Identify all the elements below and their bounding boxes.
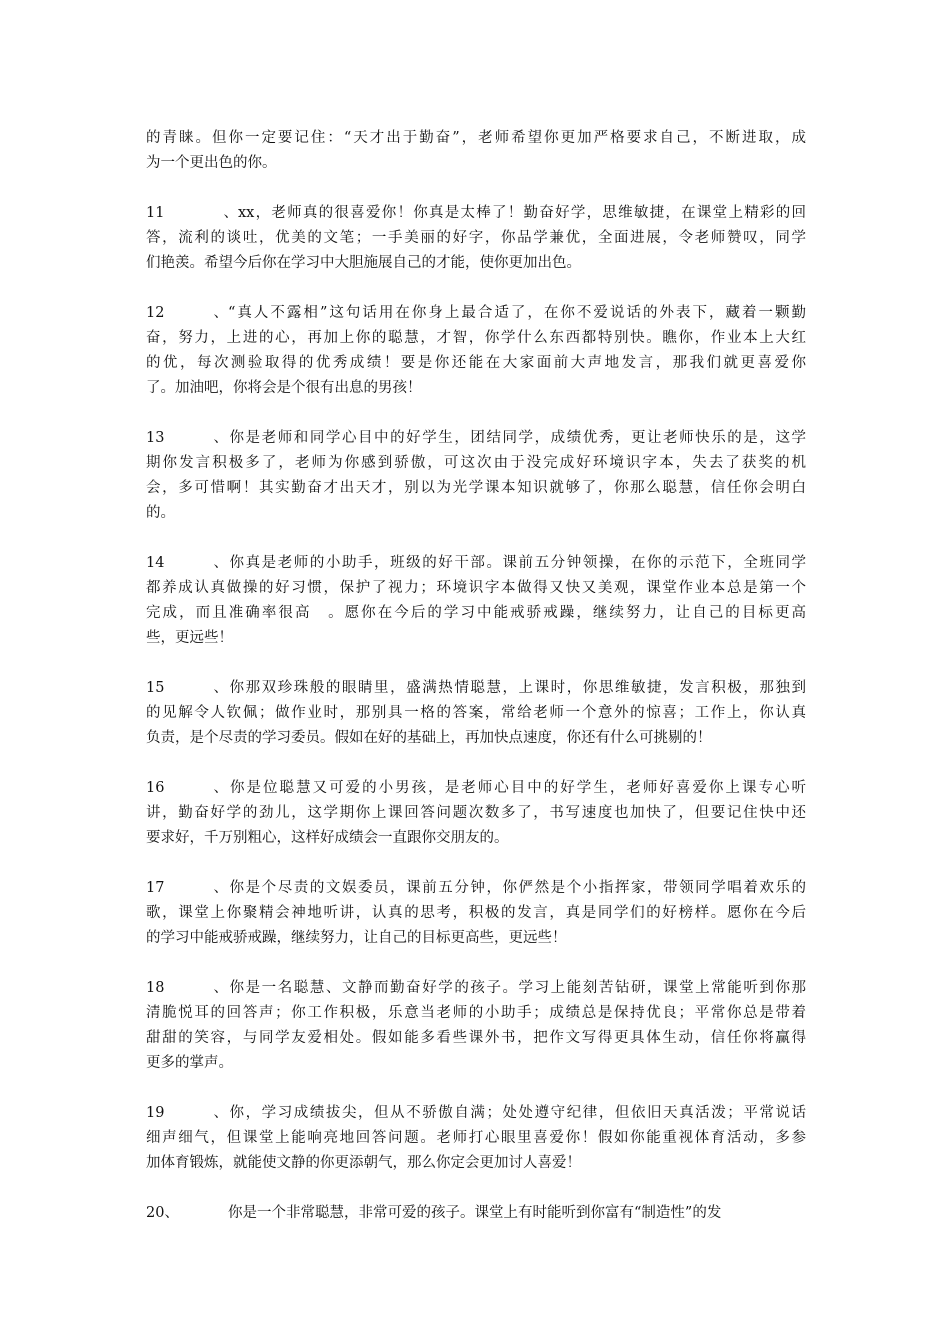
text-line <box>146 451 806 476</box>
text-line <box>146 201 806 226</box>
line-text: 的学习中能戒骄戒躁，继续努力，让自己的目标更高些，更远些！ <box>146 930 567 946</box>
line-text: 更多的掌声。 <box>146 1055 233 1071</box>
text-line <box>146 576 806 601</box>
line-text: 你是一个非常聪慧，非常可爱的孩子。课堂上有时能听到你富有“制造性”的发 <box>228 1205 722 1221</box>
line-text: 你是老师和同学心目中的好学生，团结同学，成绩优秀，更让老师快乐的是，这学 <box>228 430 806 446</box>
line-text: 为一个更出色的你。 <box>146 155 277 171</box>
line-text: 负责，是个尽责的学习委员。假如在好的基础上，再加快点速度，你还有什么可挑剔的！ <box>146 730 712 746</box>
text-line <box>146 551 806 576</box>
line-text: 要求好，千万别粗心，这样好成绩会一直跟你交朋友的。 <box>146 830 509 846</box>
line-text: 你，学习成绩拔尖，但从不骄傲自满；处处遵守纪律，但依旧天真活泼；平常说话 <box>228 1105 806 1121</box>
line-text: 了。加油吧，你将会是个很有出息的男孩！ <box>146 380 422 396</box>
line-text: 答，流利的谈吐，优美的文笔；一手美丽的好字，你品学兼优，全面进展，令老师赞叹，同学 <box>146 230 806 246</box>
text-line <box>146 976 806 1001</box>
paragraph-number: 17、 <box>146 880 228 896</box>
text-line <box>146 151 806 176</box>
line-text: 会，多可惜啊！其实勤奋才出天才，别以为光学课本知识就够了，你那么聪慧，信任你会明白 <box>146 480 806 496</box>
paragraph-number: 14、 <box>146 555 228 571</box>
text-line <box>146 126 806 151</box>
line-text: 细声细气，但课堂上能响亮地回答问题。老师打心眼里喜爱你！假如你能重视体育活动，多参 <box>146 1130 806 1146</box>
paragraph <box>146 1201 806 1226</box>
line-text: 完成，而且准确率很高 。愿你在今后的学习中能戒骄戒躁，继续努力，让自己的目标更高 <box>146 605 806 621</box>
text-line <box>146 876 806 901</box>
text-line <box>146 776 806 801</box>
text-line <box>146 601 806 626</box>
text-line <box>146 626 806 651</box>
text-line <box>146 1051 806 1076</box>
paragraph-number: 19、 <box>146 1105 228 1121</box>
paragraph <box>146 126 806 176</box>
paragraph-number: 20、 <box>146 1205 179 1221</box>
line-text: 歌，课堂上你聚精会神地听讲，认真的思考，积极的发言，真是同学们的好榜样。愿你在今后 <box>146 905 806 921</box>
paragraph <box>146 676 806 751</box>
line-text: 些，更远些！ <box>146 630 233 646</box>
paragraph <box>146 426 806 526</box>
text-line <box>146 676 806 701</box>
text-line <box>146 701 806 726</box>
line-text: 奋，努力，上进的心，再加上你的聪慧，才智，你学什么东西都特别快。瞧你，作业本上大红 <box>146 330 806 346</box>
text-line <box>146 501 806 526</box>
line-text: 清脆悦耳的回答声；你工作积极，乐意当老师的小助手；成绩总是保持优良；平常你总是带着 <box>146 1005 806 1021</box>
line-text: 你那双珍珠般的眼睛里，盛满热情聪慧，上课时，你思维敏捷，发言积极，那独到 <box>228 680 806 696</box>
line-text: “真人不露相”这句话用在你身上最合适了，在你不爱说话的外表下，藏着一颗勤 <box>228 305 806 321</box>
text-line <box>146 376 806 401</box>
line-text: 的见解令人钦佩；做作业时，那别具一格的答案，常给老师一个意外的惊喜；工作上，你认真 <box>146 705 806 721</box>
text-line <box>146 726 806 751</box>
text-line <box>146 1151 806 1176</box>
line-text: 都养成认真做操的好习惯，保护了视力；环境识字本做得又快又美观，课堂作业本总是第一个 <box>146 580 806 596</box>
line-text: 你是一名聪慧、文静而勤奋好学的孩子。学习上能刻苦钻研，课堂上常能听到你那 <box>228 980 806 996</box>
text-line <box>146 926 806 951</box>
paragraph-number: 18、 <box>146 980 228 996</box>
paragraph <box>146 301 806 401</box>
line-text: 们艳羡。希望今后你在学习中大胆施展自己的才能，使你更加出色。 <box>146 255 581 271</box>
line-text: 你是个尽责的文娱委员，课前五分钟，你俨然是个小指挥家，带领同学唱着欢乐的 <box>228 880 806 896</box>
text-line <box>146 426 806 451</box>
text-line <box>146 351 806 376</box>
line-text: 讲，勤奋好学的劲儿，这学期你上课回答问题次数多了，书写速度也加快了，但要记住快中还 <box>146 805 806 821</box>
text-line <box>146 1201 806 1226</box>
text-line <box>146 1126 806 1151</box>
paragraph <box>146 1101 806 1176</box>
paragraph <box>146 551 806 651</box>
paragraph <box>146 876 806 951</box>
paragraph <box>146 976 806 1076</box>
line-text: 的优，每次测验取得的优秀成绩！要是你还能在大家面前大声地发言，那我们就更喜爱你 <box>146 355 806 371</box>
text-line <box>146 301 806 326</box>
line-text: 你真是老师的小助手，班级的好干部。课前五分钟领操，在你的示范下，全班同学 <box>228 555 806 571</box>
text-line <box>146 801 806 826</box>
text-line <box>146 476 806 501</box>
line-text: 加体育锻炼，就能使文静的你更添朝气，那么你定会更加讨人喜爱！ <box>146 1155 581 1171</box>
paragraph-number: 12、 <box>146 305 228 321</box>
paragraph <box>146 776 806 851</box>
paragraph-number: 16、 <box>146 780 228 796</box>
line-text: 期你发言积极多了，老师为你感到骄傲，可这次由于没完成好环境识字本，失去了获奖的机 <box>146 455 806 471</box>
document-page <box>146 126 806 1251</box>
text-line <box>146 1001 806 1026</box>
line-text: 的青睐。但你一定要记住：“天才出于勤奋”，老师希望你更加严格要求自己，不断进取，成 <box>146 130 806 146</box>
paragraph <box>146 201 806 276</box>
line-text: 你是位聪慧又可爱的小男孩，是老师心目中的好学生，老师好喜爱你上课专心听 <box>228 780 806 796</box>
line-text: 的。 <box>146 505 175 521</box>
text-line <box>146 1101 806 1126</box>
text-line <box>146 251 806 276</box>
text-line <box>146 226 806 251</box>
text-line <box>146 1026 806 1051</box>
line-text: 甜甜的笑容，与同学友爱相处。假如能多看些课外书，把作文写得更具体生动，信任你将赢得 <box>146 1030 806 1046</box>
paragraph-number: 13、 <box>146 430 228 446</box>
paragraph-number: 15、 <box>146 680 228 696</box>
text-line <box>146 826 806 851</box>
paragraph-number: 11、 <box>146 205 238 221</box>
text-line <box>146 326 806 351</box>
line-text: xx，老师真的很喜爱你！你真是太棒了！勤奋好学，思维敏捷，在课堂上精彩的回 <box>238 205 806 221</box>
text-line <box>146 901 806 926</box>
